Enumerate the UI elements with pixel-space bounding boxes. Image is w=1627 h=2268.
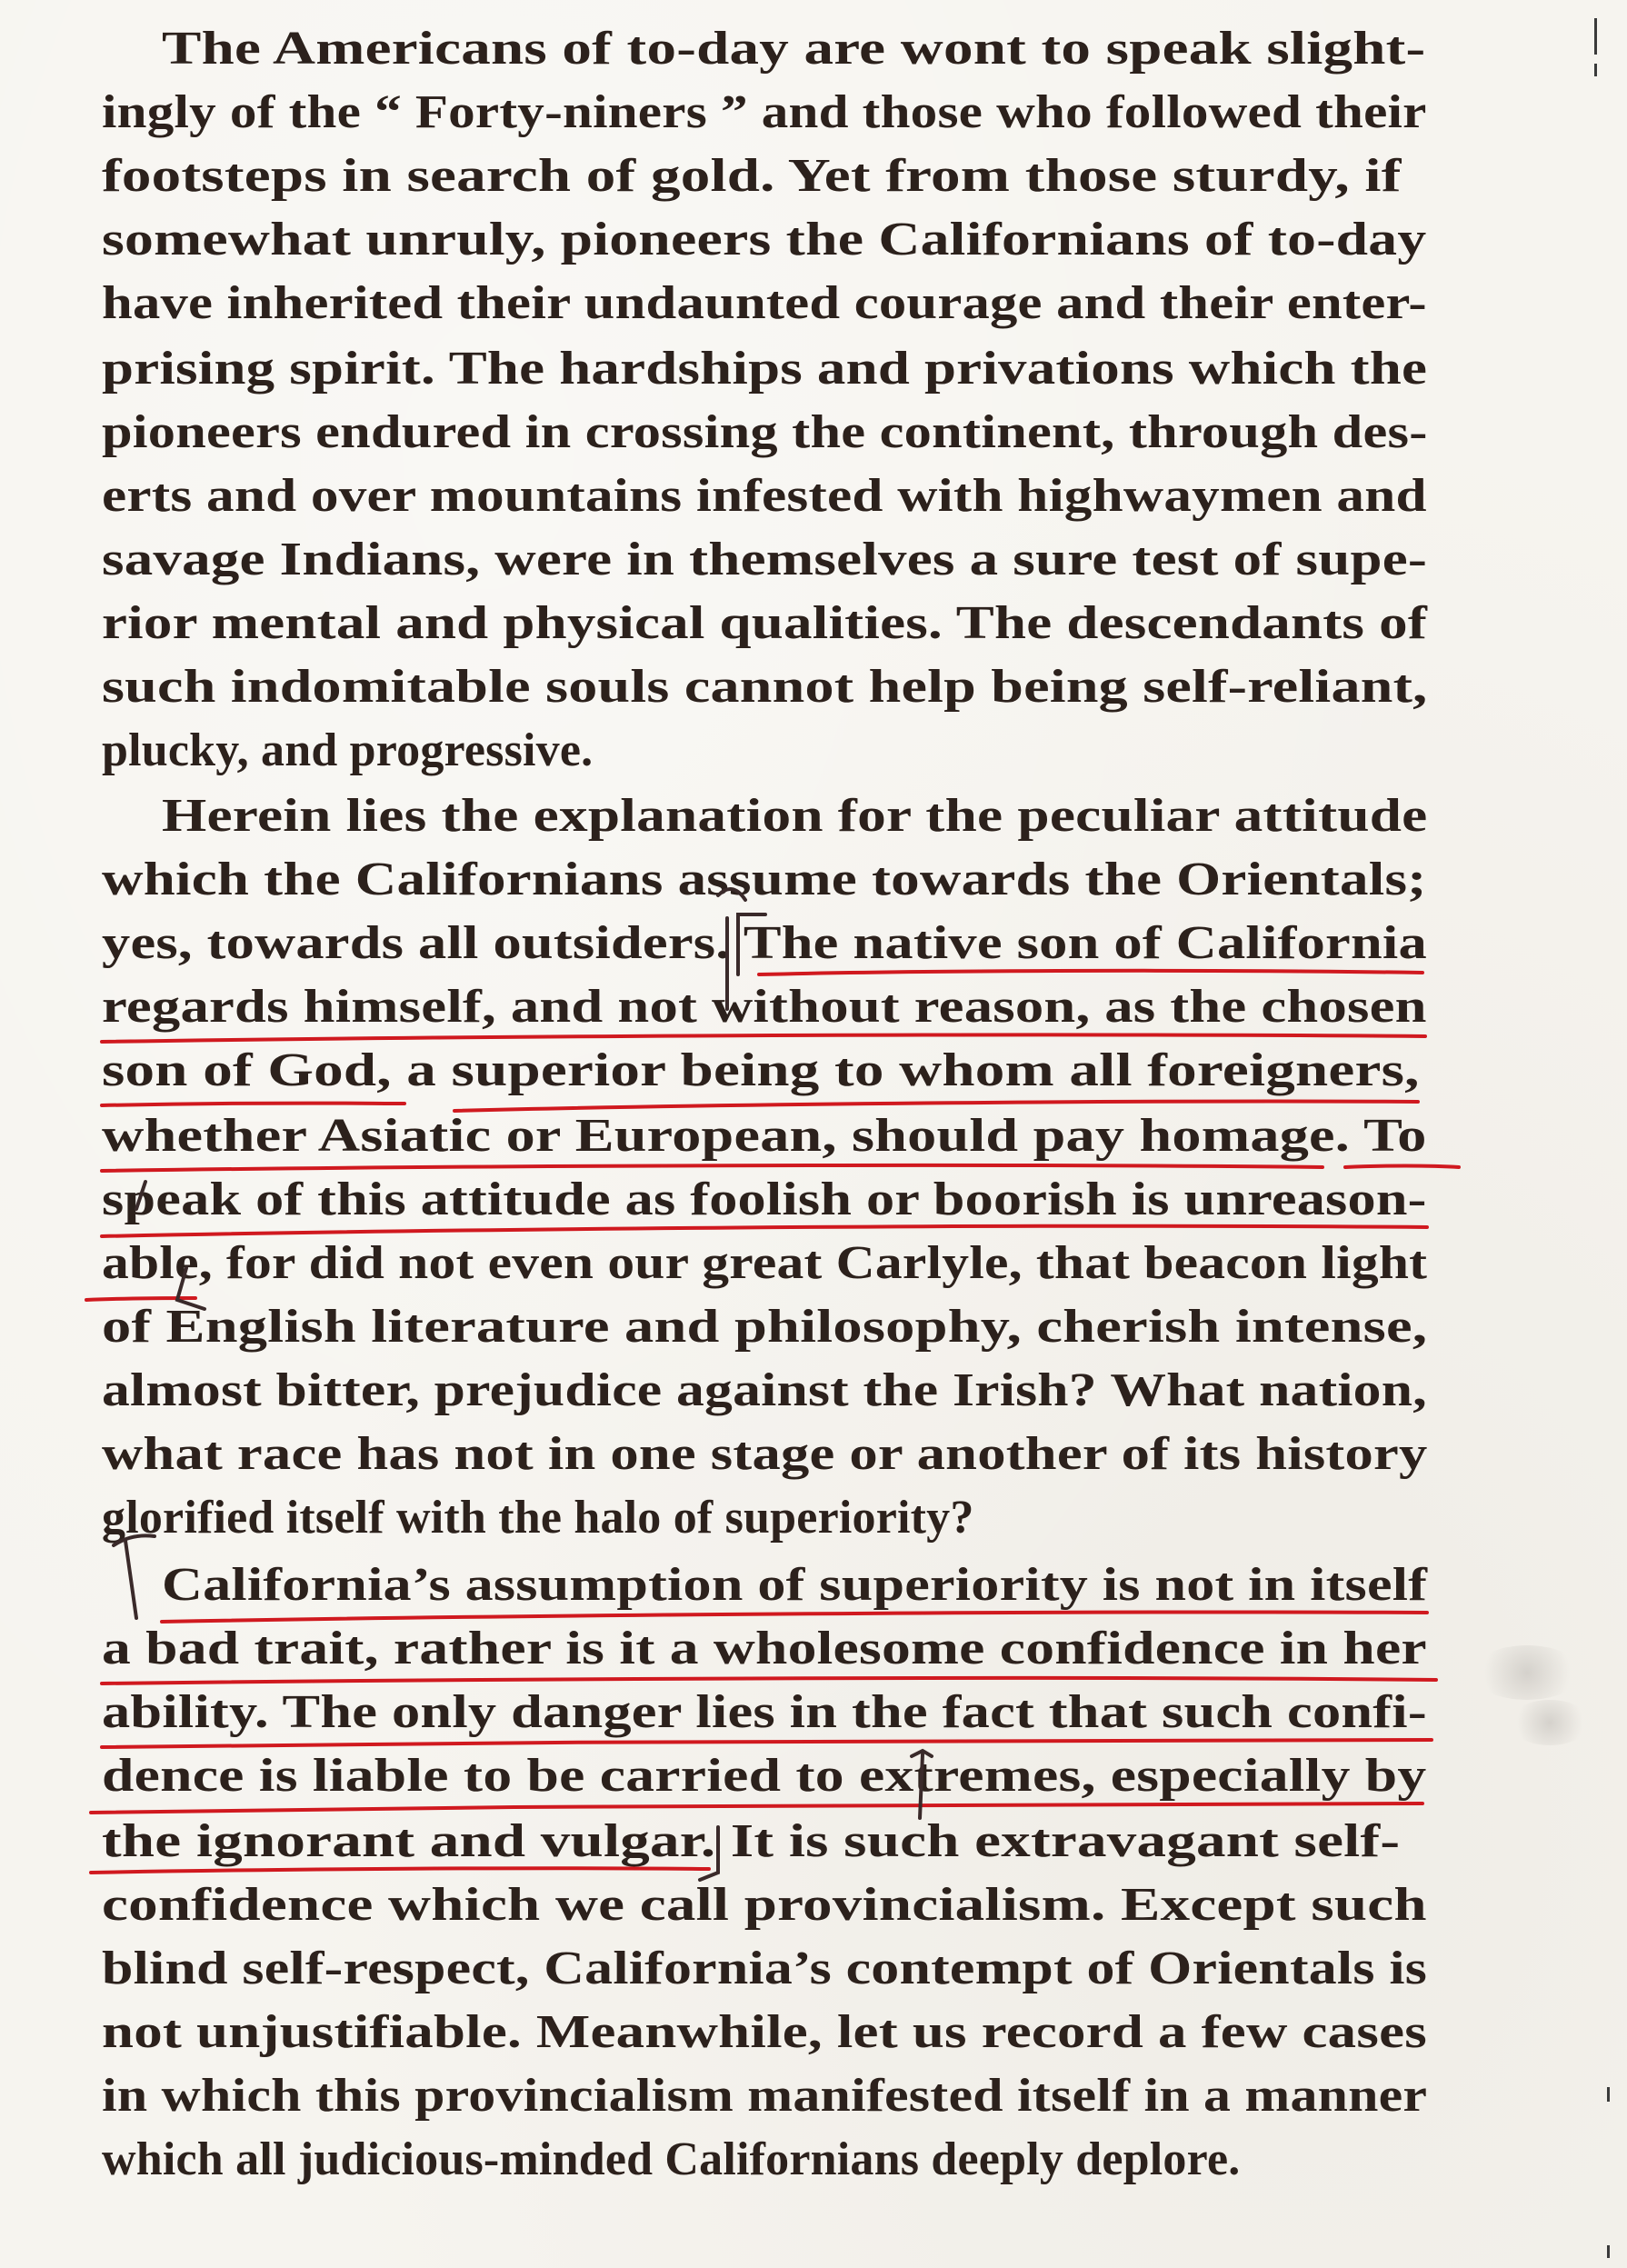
text-line: glorified itself with the halo of superiority? <box>102 1492 974 1544</box>
text-line: footsteps in search of gold. Yet from those sturdy, if <box>102 150 1402 202</box>
text-line: California’s assumption of superiority is not in itself <box>162 1559 1428 1611</box>
text-line: a bad trait, rather is it a wholesome confidence in her <box>102 1623 1427 1674</box>
scan-smudge <box>1509 1700 1591 1745</box>
text-line: ability. The only danger lies in the fact that such confi- <box>102 1686 1427 1738</box>
text-line: son of God, a superior being to whom all foreigners, <box>102 1044 1420 1096</box>
text-line: dence is liable to be carried to extremes, especially by <box>102 1750 1427 1802</box>
text-line: what race has not in one stage or another of its history <box>102 1428 1428 1480</box>
scan-smudge <box>1472 1645 1582 1700</box>
text-line: in which this provincialism manifested itself in a manner <box>102 2070 1428 2122</box>
scan-edge-mark <box>1607 2245 1610 2258</box>
text-line: of English literature and philosophy, cherish intense, <box>102 1301 1428 1353</box>
text-line: erts and over mountains infested with highwaymen and <box>102 470 1427 522</box>
text-line: Herein lies the explanation for the peculiar attitude <box>162 790 1428 842</box>
text-line: have inherited their undaunted courage and their enter- <box>102 277 1427 329</box>
text-line: yes, towards all outsiders. The native son of California <box>102 917 1427 969</box>
text-line: able, for did not even our great Carlyle, that beacon light <box>102 1237 1428 1289</box>
text-line: pioneers endured in crossing the continent, through des- <box>102 406 1428 458</box>
text-line: rior mental and physical qualities. The descendants of <box>102 597 1428 649</box>
text-line: somewhat unruly, pioneers the Californians of to-day <box>102 214 1427 265</box>
text-line: almost bitter, prejudice against the Irish? What nation, <box>102 1364 1427 1416</box>
text-line: savage Indians, were in themselves a sure test of supe- <box>102 534 1428 585</box>
text-line: The Americans of to-day are wont to speak slight- <box>162 23 1426 75</box>
text-line: the ignorant and vulgar. It is such extravagant self- <box>102 1815 1401 1867</box>
text-line: whether Asiatic or European, should pay homage. To <box>102 1110 1427 1162</box>
text-line: confidence which we call provincialism. Except such <box>102 1879 1427 1931</box>
text-line: prising spirit. The hardships and privations which the <box>102 343 1428 395</box>
text-line: speak of this attitude as foolish or boorish is unreason- <box>102 1174 1427 1225</box>
scan-edge-mark <box>1594 18 1597 55</box>
text-line: blind self-respect, California’s contempt of Orientals is <box>102 1943 1428 1994</box>
scan-edge-mark <box>1594 64 1597 76</box>
text-line: which all judicious-minded Californians deeply deplore. <box>102 2133 1241 2185</box>
text-line: plucky, and progressive. <box>102 724 594 776</box>
text-line: ingly of the “ Forty-niners ” and those who followed their <box>102 86 1427 138</box>
text-line: which the Californians assume towards the Orientals; <box>102 854 1427 905</box>
scan-edge-mark <box>1607 2087 1610 2102</box>
text-line: such indomitable souls cannot help being self-reliant, <box>102 661 1428 713</box>
text-line: not unjustifiable. Meanwhile, let us record a few cases <box>102 2006 1427 2058</box>
text-line: regards himself, and not without reason, as the chosen <box>102 981 1427 1033</box>
